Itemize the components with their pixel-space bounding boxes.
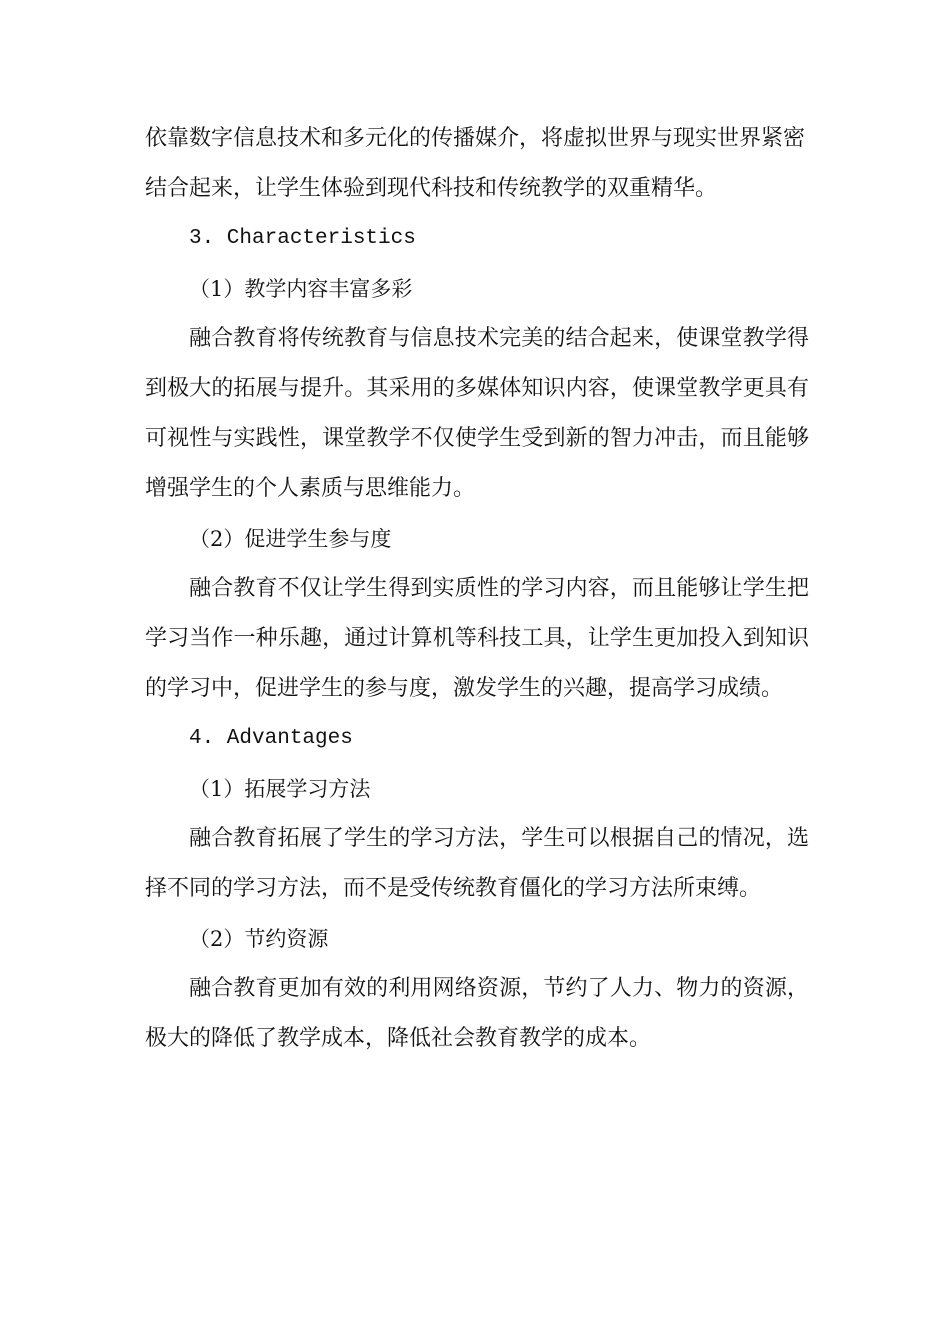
subheading-save-resources: （2）节约资源 bbox=[189, 927, 329, 951]
section-heading-characteristics: 3. Characteristics bbox=[189, 227, 416, 250]
section-heading-advantages: 4. Advantages bbox=[189, 727, 353, 750]
paragraph-learning-methods: 融合教育拓展了学生的学习方法，学生可以根据自己的情况，选择不同的学习方法，而不是受传统教育僵化的学习方法所束缚。 bbox=[145, 826, 809, 901]
paragraph-participation: 融合教育不仅让学生得到实质性的学习内容，而且能够让学生把学习当作一种乐趣，通过计算机等科技工具，让学生更加投入到知识的学习中，促进学生的参与度，激发学生的兴趣，提高学习成绩。 bbox=[145, 576, 809, 701]
subheading-learning-methods: （1）拓展学习方法 bbox=[189, 777, 371, 801]
subheading-participation: （2）促进学生参与度 bbox=[189, 527, 392, 551]
paragraph-intro-continuation: 依靠数字信息技术和多元化的传播媒介，将虚拟世界与现实世界紧密结合起来，让学生体验到现代科技和传统教学的双重精华。 bbox=[145, 126, 806, 201]
subheading-rich-content: （1）教学内容丰富多彩 bbox=[189, 277, 413, 301]
paragraph-save-resources: 融合教育更加有效的利用网络资源，节约了人力、物力的资源，极大的降低了教学成本，降低社会教育教学的成本。 bbox=[145, 976, 809, 1051]
document-body bbox=[145, 114, 809, 1064]
paragraph-rich-content: 融合教育将传统教育与信息技术完美的结合起来，使课堂教学得到极大的拓展与提升。其采用的多媒体知识内容，使课堂教学更具有可视性与实践性，课堂教学不仅使学生受到新的智力冲击，而且能够增强学生的个人素质与思维能力。 bbox=[145, 326, 809, 501]
